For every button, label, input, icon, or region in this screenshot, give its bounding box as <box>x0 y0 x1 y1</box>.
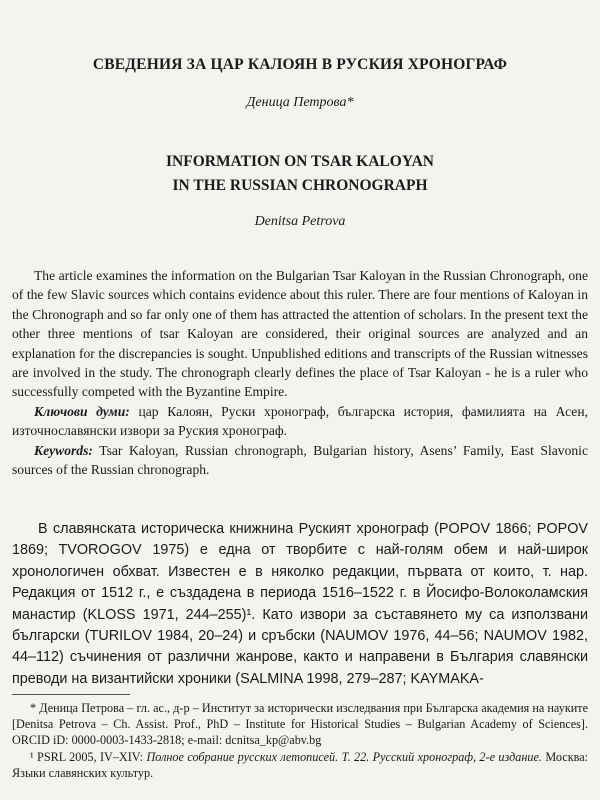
keywords-bulgarian <box>12 402 588 441</box>
keywords-bg-label: Ключови думи: <box>34 403 130 419</box>
keywords-en-text: Tsar Kaloyan, Russian chronograph, Bulgarian history, Asens’ Family, East Slavonic sources of the Russian chronograph. <box>12 442 588 478</box>
title-en-line-2: IN THE RUSSIAN CHRONOGRAPH <box>172 177 428 194</box>
footnote-1-title: Полное собрание русских летописей. Т. 22. Русский хронограф, 2-е издание. <box>146 749 542 764</box>
footnote-1-prefix: ¹ PSRL 2005, IV–XIV: <box>30 749 147 764</box>
body-paragraph: В славянската историческа книжнина Руският хронограф (POPOV 1866; POPOV 1869; TVOROGOV 1975) е една от творбите с най-голям обем и най-широк хронологичен обхват. Известен е в няколко редакции, първата от които, т. нар. Редакция от 1512 г., е създадена в периода 1516–1522 г. в Йосифо-Волоколамския манастир (KLOSS 1971, 244–255)¹. Като извори за съставянето му са използвани български (TURILOV 1984, 20–24) и сръбски (NAUMOV 1976, 44–56; NAUMOV 1982, 44–112) съчинения от различни жанрове, както и направени в България славянски преводи на византийски хроники (SALMINA 1998, 279–287; KAYMAKA- <box>12 521 588 687</box>
keywords-en-label: Keywords: <box>34 442 93 458</box>
footnote-1 <box>12 749 588 781</box>
title-en-line-1: INFORMATION ON TSAR KALOYAN <box>166 153 434 170</box>
footnote-1-suffix: Москва: Языки славянских культур. <box>12 749 589 780</box>
article-title-english <box>0 150 600 198</box>
keywords-english <box>12 441 588 480</box>
footnote-author: * Деница Петрова – гл. ас., д-р – Институт за исторически изследвания при Българска академия на науките [Denitsa Petrova – Ch. Assist. Prof., PhD – Institute for Historical Studies – Bulgarian Academy of Sciences]. ORCID iD: 0000-0003-1433-2818; e-mail: dcnitsa_kp@abv.bg <box>12 701 588 748</box>
abstract-text: The article examines the information on the Bulgarian Tsar Kaloyan in the Russian Chronograph, one of the few Slavic sources which contains evidence about this ruler. There are four mentions of Kaloyan in the Chronograph and so far only one of them has attracted the attention of scholars. In the present text the other three mentions of tsar Kaloyan are considered, their original sources are analyzed and an explanation for the discrepancies is sought. Unpublished editions and transcripts of the Russian witnesses are involved in the study. The chronograph clearly defines the place of Tsar Kaloyan - he is a ruler who successfully competed with the Byzantine Empire. <box>12 268 588 400</box>
keywords-bg-text: цар Калоян, Руски хронограф, българска история, фамилията на Асен, източнославянски извори за Руския хронограф. <box>12 403 588 439</box>
author-name-english: Denitsa Petrova <box>254 214 346 229</box>
article-title-bulgarian: СВЕДЕНИЯ ЗА ЦАР КАЛОЯН В РУСКИЯ ХРОНОГРАФ <box>92 56 508 73</box>
abstract <box>12 266 588 479</box>
footnotes <box>12 700 588 781</box>
author-name-bulgarian: Деница Петрова* <box>246 95 354 110</box>
footnote-divider <box>12 694 130 695</box>
body-text <box>12 519 588 690</box>
